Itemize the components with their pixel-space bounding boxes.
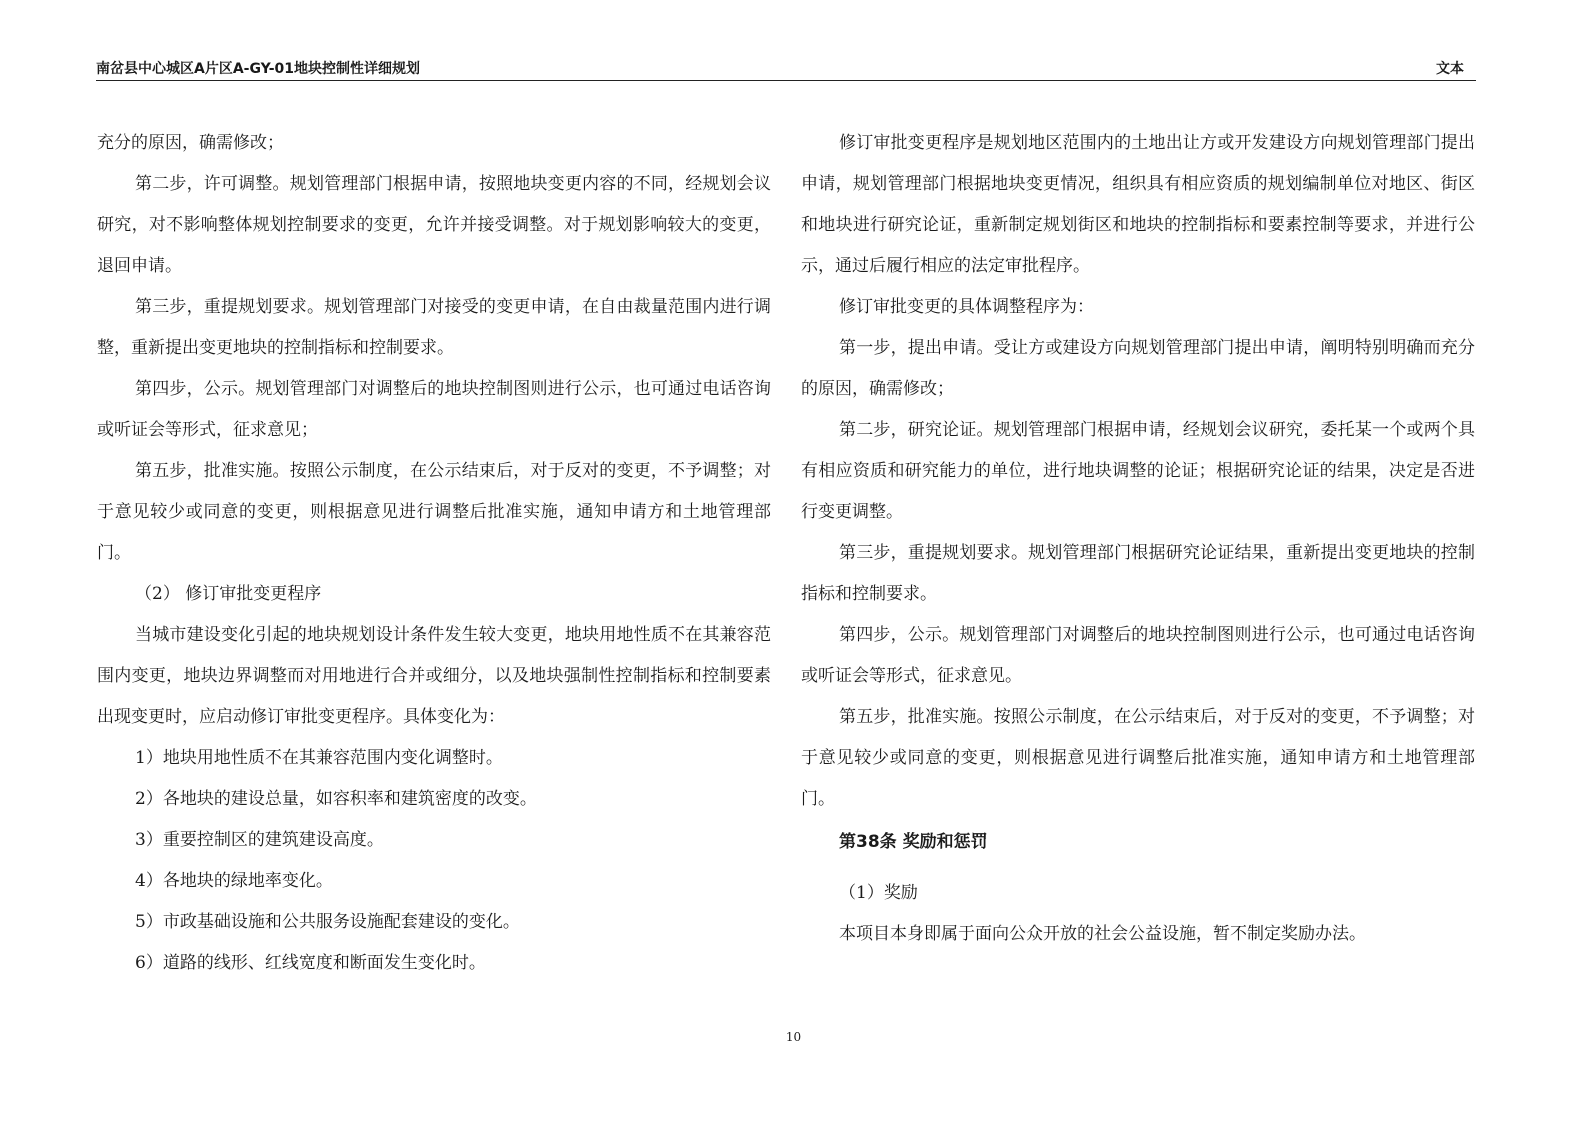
paragraph: 本项目本身即属于面向公众开放的社会公益设施，暂不制定奖励办法。 bbox=[839, 924, 1366, 944]
page-header bbox=[96, 56, 1476, 81]
list-item: 1）地块用地性质不在其兼容范围内变化调整时。 bbox=[135, 748, 503, 768]
paragraph: 修订审批变更的具体调整程序为： bbox=[839, 297, 1094, 317]
right-column bbox=[801, 123, 1475, 955]
paragraph: 第四步，公示。规划管理部门对调整后的地块控制图则进行公示，也可通过电话咨询或听证会等形式，征求意见； bbox=[97, 379, 771, 440]
document-title: 南岔县中心城区A片区A-GY-01地块控制性详细规划 bbox=[96, 61, 421, 77]
paragraph: 第三步，重提规划要求。规划管理部门对接受的变更申请，在自由裁量范围内进行调整，重新提出变更地块的控制指标和控制要求。 bbox=[97, 297, 771, 358]
list-item: 2）各地块的建设总量，如容积率和建筑密度的改变。 bbox=[135, 789, 537, 809]
paragraph: 第四步，公示。规划管理部门对调整后的地块控制图则进行公示，也可通过电话咨询或听证会等形式，征求意见。 bbox=[801, 625, 1475, 686]
paragraph: 第五步，批准实施。按照公示制度，在公示结束后，对于反对的变更，不予调整；对于意见较少或同意的变更，则根据意见进行调整后批准实施，通知申请方和土地管理部门。 bbox=[97, 461, 771, 563]
page-number: 10 bbox=[785, 1030, 802, 1044]
paragraph: 修订审批变更程序是规划地区范围内的土地出让方或开发建设方向规划管理部门提出申请，规划管理部门根据地块变更情况，组织具有相应资质的规划编制单位对地区、街区和地块进行研究论证，重新制定规划街区和地块的控制指标和要素控制等要求，并进行公示，通过后履行相应的法定审批程序。 bbox=[801, 133, 1475, 276]
section-subheading: （2） 修订审批变更程序 bbox=[135, 584, 322, 604]
paragraph: 第二步，研究论证。规划管理部门根据申请，经规划会议研究，委托某一个或两个具有相应资质和研究能力的单位，进行地块调整的论证；根据研究论证的结果，决定是否进行变更调整。 bbox=[801, 420, 1475, 522]
document-type-label: 文本 bbox=[1436, 61, 1464, 77]
paragraph: 充分的原因，确需修改； bbox=[97, 133, 284, 153]
list-item: 6）道路的线形、红线宽度和断面发生变化时。 bbox=[135, 953, 486, 973]
list-item: 3）重要控制区的建筑建设高度。 bbox=[135, 830, 384, 850]
paragraph: 第五步，批准实施。按照公示制度，在公示结束后，对于反对的变更，不予调整；对于意见较少或同意的变更，则根据意见进行调整后批准实施，通知申请方和土地管理部门。 bbox=[801, 707, 1475, 809]
section-subheading: （1）奖励 bbox=[839, 883, 918, 903]
paragraph: 第一步，提出申请。受让方或建设方向规划管理部门提出申请，阐明特别明确而充分的原因，确需修改； bbox=[801, 338, 1475, 399]
paragraph: 第二步，许可调整。规划管理部门根据申请，按照地块变更内容的不同，经规划会议研究，对不影响整体规划控制要求的变更，允许并接受调整。对于规划影响较大的变更，退回申请。 bbox=[97, 174, 771, 276]
paragraph: 第三步，重提规划要求。规划管理部门根据研究论证结果，重新提出变更地块的控制指标和控制要求。 bbox=[801, 543, 1475, 604]
list-item: 5）市政基础设施和公共服务设施配套建设的变化。 bbox=[135, 912, 520, 932]
list-item: 4）各地块的绿地率变化。 bbox=[135, 871, 333, 891]
paragraph: 当城市建设变化引起的地块规划设计条件发生较大变更，地块用地性质不在其兼容范围内变更，地块边界调整而对用地进行合并或细分，以及地块强制性控制指标和控制要素出现变更时，应启动修订审批变更程序。具体变化为： bbox=[97, 625, 771, 727]
article-heading: 第38条 奖励和惩罚 bbox=[839, 832, 988, 852]
left-column bbox=[97, 123, 771, 984]
